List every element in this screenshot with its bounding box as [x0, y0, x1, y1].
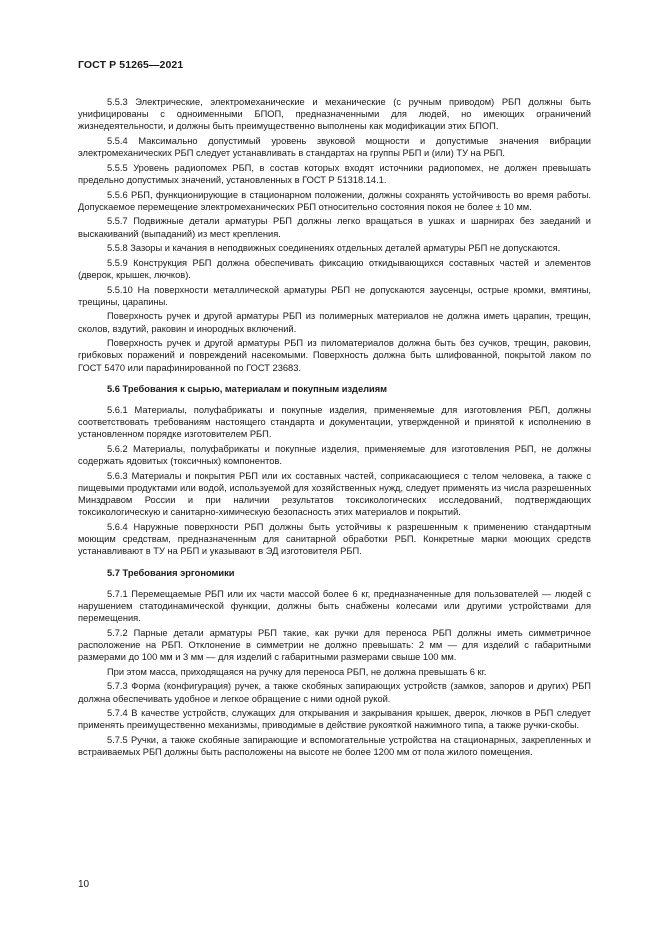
- paragraph: При этом масса, приходящаяся на ручку для переноса РБП, не должна превышать 6 кг.: [107, 666, 487, 677]
- paragraph: 5.6.3 Материалы и покрытия РБП или их составных частей, соприкасающиеся с телом человека, а также с пищевыми продуктами или водой, используемой для хозяйственных нужд, следует применять из числа разрешенных Минздравом России и при наличии результатов токсикологических исследований, подтверждающих токсикологическую и санитарно-химическую безопасность этих материалов и покрытий.: [78, 470, 591, 518]
- paragraph: 5.5.8 Зазоры и качания в неподвижных соединениях отдельных деталей арматуры РБП не допускаются.: [107, 243, 561, 254]
- paragraph: 5.7.5 Ручки, а также скобяные запирающие и вспомогательные устройства на стационарных, закрепленных и встраиваемых РБП должны быть расположены на высоте не более 1200 мм от пола жилого помещения.: [78, 734, 591, 758]
- paragraph: 5.5.3 Электрические, электромеханические и механические (с ручным приводом) РБП должны быть унифицированы с одноименными БПОП, предназначенными для людей, но имеющих ограничений жизнедеятельности, и должны быть преимущественно выполнены как модификации этих БПОП.: [78, 97, 591, 132]
- paragraph: 5.6.2 Материалы, полуфабрикаты и покупные изделия, применяемые для изготовления РБП, не должны содержать ядовитых (токсичных) компонентов.: [78, 443, 591, 467]
- paragraph: Поверхность ручек и другой арматуры РБП из пиломатериалов должна быть без сучков, трещин, раковин, грибковых поражений и повреждений насекомыми. Поверхность должна быть шлифованной, покрытой лаком по ГОСТ 5470 или парафинированной по ГОСТ 23683.: [78, 338, 591, 373]
- paragraph: 5.7.3 Форма (конфигурация) ручек, а также скобяных запирающих устройств (замков, запоров и других) РБП должна обеспечивать удобное и легкое обращение с ними одной рукой.: [78, 681, 591, 704]
- paragraph: 5.5.7 Подвижные детали арматуры РБП должны легко вращаться в ушках и шарнирах без заеданий и выскакиваний (выпаданий) из мест крепления.: [78, 216, 591, 239]
- paragraph: 5.7.2 Парные детали арматуры РБП такие, как ручки для переноса РБП должны иметь симметричное расположение на РБП. Отклонение в симметрии не должно превышать: 2 мм — для изделий с габаритными размерами до 100 мм и 3 мм — для изделий с габаритными размерами свыше 100 мм.: [78, 627, 591, 663]
- section-heading: 5.7 Требования эргономики: [107, 567, 235, 578]
- standard-header: ГОСТ Р 51265—2021: [78, 59, 184, 71]
- paragraph: 5.5.9 Конструкция РБП должна обеспечивать фиксацию откидывающихся составных частей и элементов (дверок, крышек, лючков).: [78, 257, 591, 280]
- page-number: 10: [78, 879, 90, 890]
- paragraph: 5.5.4 Максимально допустимый уровень звуковой мощности и допустимые значения вибрации электромеханических РБП следует устанавливать в стандартах на группы РБП и (или) ТУ на РБП.: [78, 136, 591, 159]
- section-heading: 5.6 Требования к сырью, материалам и покупным изделиям: [107, 383, 388, 394]
- paragraph: Поверхность ручек и другой арматуры РБП из полимерных материалов не должна иметь царапин, трещин, сколов, вздутий, раковин и инородных включений.: [78, 311, 591, 334]
- paragraph: 5.6.1 Материалы, полуфабрикаты и покупные изделия, применяемые для изготовления РБП, должны соответствовать требованиям настоящего стандарта и документации, утвержденной и принятой к исполнению в установленном порядке изготовителем РБП.: [78, 404, 591, 440]
- document-body: [78, 96, 591, 761]
- paragraph: 5.5.10 На поверхности металлической арматуры РБП не допускаются заусенцы, острые кромки, вмятины, трещины, царапины.: [78, 284, 591, 307]
- paragraph: 5.5.5 Уровень радиопомех РБП, в состав которых входят источники радиопомех, не должен превышать предельно допустимых значений, установленных в ГОСТ Р 51318.14.1.: [78, 162, 591, 185]
- paragraph: 5.5.6 РБП, функционирующие в стационарном положении, должны сохранять устойчивость во время работы. Допускаемое перемещение электромеханических РБП относительно состояния покоя не более ± 10 мм.: [78, 189, 591, 212]
- paragraph: 5.7.4 В качестве устройств, служащих для открывания и закрывания крышек, дверок, лючков в РБП следует применять преимущественно механизмы, приводимые в действие рукояткой нажимного типа, а также ручки-скобы.: [78, 708, 591, 731]
- paragraph: 5.7.1 Перемещаемые РБП или их части массой более 6 кг, предназначенные для пользователей — людей с нарушением статодинамической функции, должны быть снабжены колесами или другими устройствами для перемещения.: [78, 588, 591, 624]
- paragraph: 5.6.4 Наружные поверхности РБП должны быть устойчивы к разрешенным к применению стандартным моющим средствам, предназначенным для санитарной обработки РБП. Конкретные марки моющих средств устанавливают в ТУ на РБП и указывают в ЭД изготовителя РБП.: [78, 521, 591, 557]
